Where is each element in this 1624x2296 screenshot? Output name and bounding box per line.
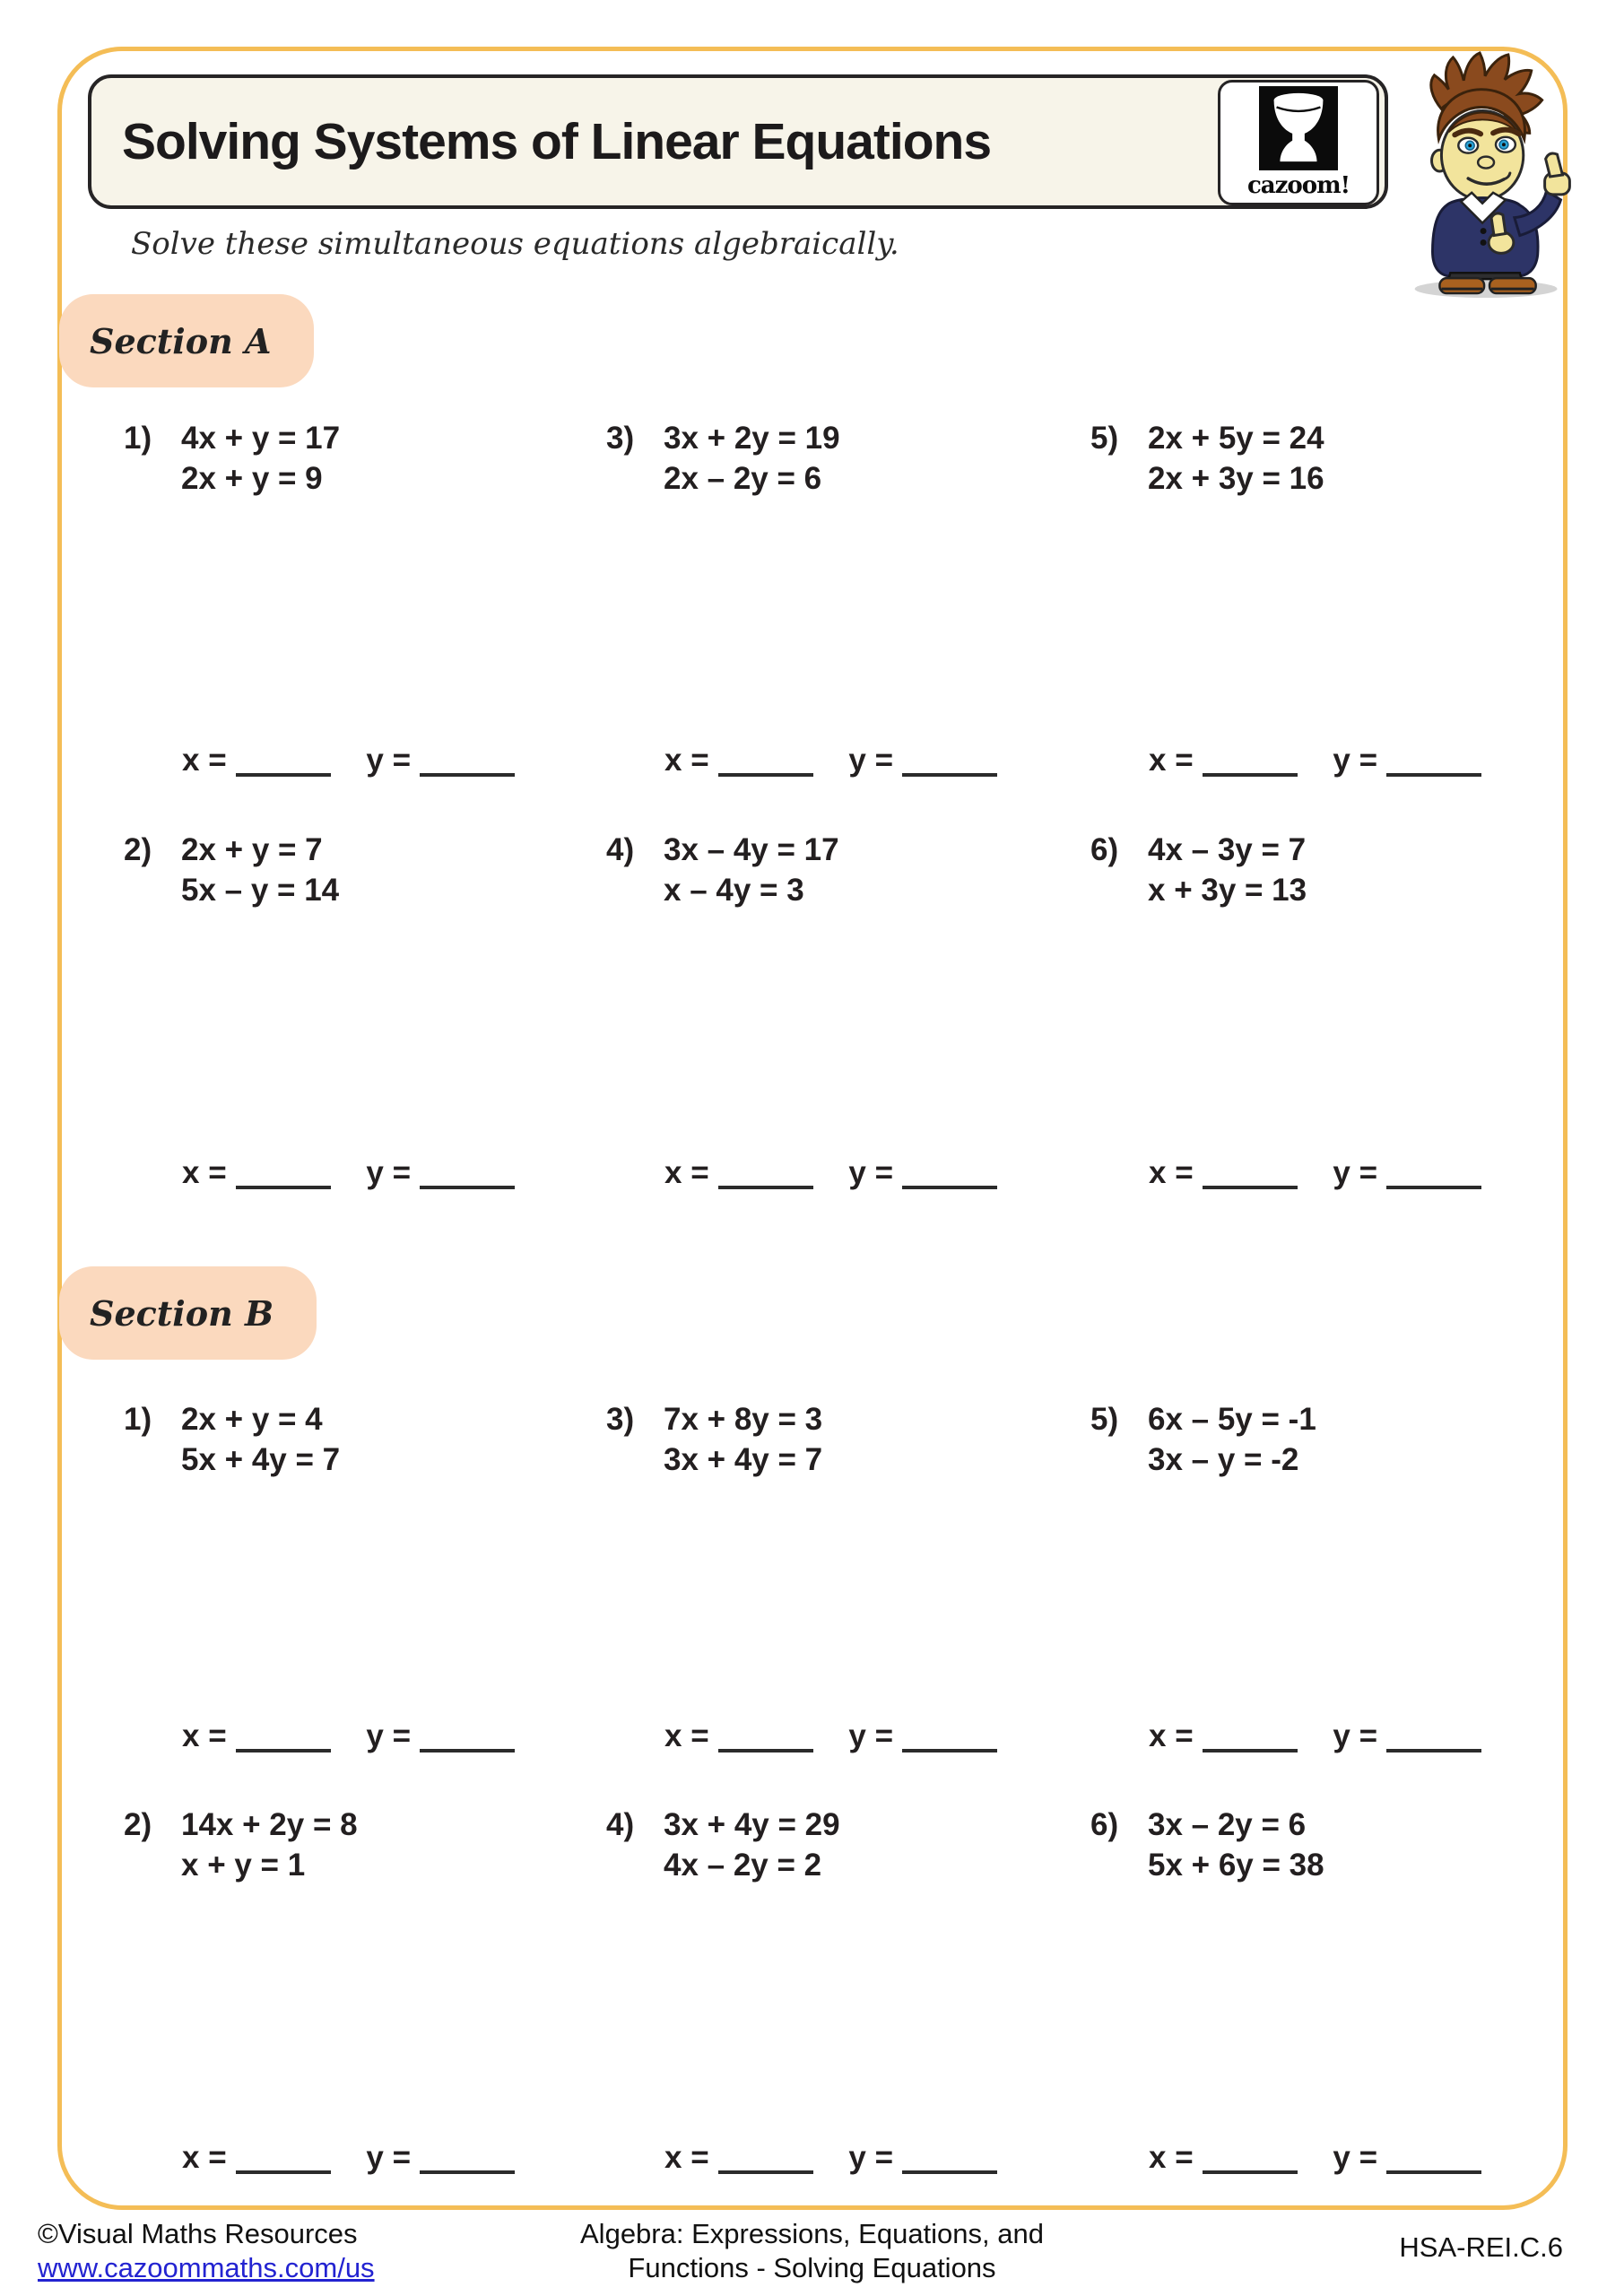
- problem-a2: [124, 830, 339, 910]
- equation-line-1: 3x – 4y = 17: [664, 832, 839, 867]
- x-answer-blank: [236, 2139, 331, 2174]
- standard-code: HSA-REI.C.6: [1399, 2231, 1563, 2263]
- cartoon-boy-mascot: [1392, 50, 1600, 300]
- footer-attribution: [38, 2217, 375, 2285]
- problem-number: 1): [124, 1402, 152, 1437]
- equation-line-2: x + 3y = 13: [1148, 873, 1307, 908]
- problem-b6: [1090, 1805, 1324, 1885]
- footer-category: [580, 2217, 1044, 2285]
- x-answer-blank: [718, 2139, 813, 2174]
- problem-a6: [1090, 830, 1307, 910]
- title-bar: [88, 74, 1388, 209]
- y-equals-label: y =: [848, 1155, 894, 1190]
- problem-b3: [606, 1399, 822, 1480]
- y-equals-label: y =: [366, 743, 412, 778]
- y-answer-blank: [420, 742, 515, 777]
- problem-number: 2): [124, 832, 152, 867]
- equation-line-2: 2x – 2y = 6: [664, 461, 822, 496]
- answer-blanks-b6: [1149, 2133, 1481, 2178]
- x-equals-label: x =: [1149, 1155, 1194, 1190]
- problem-a5: [1090, 418, 1324, 499]
- problem-b5: [1090, 1399, 1316, 1480]
- section-b-title: Section B: [90, 1292, 274, 1334]
- cazoom-logo: [1218, 80, 1379, 205]
- problem-number: 2): [124, 1807, 152, 1842]
- y-equals-label: y =: [366, 1155, 412, 1190]
- equation-line-2: 5x + 6y = 38: [1148, 1848, 1324, 1883]
- x-equals-label: x =: [182, 2140, 227, 2175]
- y-answer-blank: [902, 1718, 997, 1752]
- equation-line-1: 2x + 5y = 24: [1148, 421, 1324, 456]
- x-answer-blank: [1203, 2139, 1298, 2174]
- problem-number: 6): [1090, 832, 1119, 867]
- problem-b2: [124, 1805, 358, 1885]
- y-answer-blank: [1386, 742, 1481, 777]
- equation-line-2: 3x + 4y = 7: [664, 1442, 823, 1477]
- y-equals-label: y =: [1333, 2140, 1378, 2175]
- x-answer-blank: [236, 742, 331, 777]
- answer-blanks-a6: [1149, 1148, 1481, 1193]
- problem-number: 5): [1090, 1402, 1119, 1437]
- x-equals-label: x =: [1149, 2140, 1194, 2175]
- x-equals-label: x =: [664, 743, 709, 778]
- answer-blanks-a2: [182, 1148, 515, 1193]
- equation-line-1: 3x + 2y = 19: [664, 421, 840, 456]
- problem-number: 6): [1090, 1807, 1119, 1842]
- equation-line-2: 2x + 3y = 16: [1148, 461, 1324, 496]
- equation-line-2: 3x – y = -2: [1148, 1442, 1299, 1477]
- equation-line-1: 2x + y = 7: [181, 832, 323, 867]
- problem-a3: [606, 418, 840, 499]
- equation-line-1: 2x + y = 4: [181, 1402, 323, 1437]
- y-equals-label: y =: [848, 2140, 894, 2175]
- equation-line-2: 5x + 4y = 7: [181, 1442, 341, 1477]
- equation-line-1: 4x – 3y = 7: [1148, 832, 1307, 867]
- x-answer-blank: [236, 1718, 331, 1752]
- y-equals-label: y =: [366, 1718, 412, 1753]
- x-answer-blank: [1203, 1718, 1298, 1752]
- website-link[interactable]: www.cazoommaths.com/us: [38, 2252, 375, 2283]
- problem-number: 3): [606, 421, 635, 456]
- equation-line-1: 6x – 5y = -1: [1148, 1402, 1316, 1437]
- x-answer-blank: [1203, 742, 1298, 777]
- answer-blanks-b5: [1149, 1711, 1481, 1756]
- answer-blanks-b3: [664, 1711, 997, 1756]
- x-equals-label: x =: [664, 1155, 709, 1190]
- x-answer-blank: [718, 1718, 813, 1752]
- equation-line-1: 3x + 4y = 29: [664, 1807, 840, 1842]
- x-answer-blank: [718, 742, 813, 777]
- answer-blanks-b1: [182, 1711, 515, 1756]
- x-answer-blank: [236, 1154, 331, 1189]
- x-equals-label: x =: [664, 1718, 709, 1753]
- x-equals-label: x =: [182, 1718, 227, 1753]
- y-equals-label: y =: [848, 1718, 894, 1753]
- y-equals-label: y =: [1333, 743, 1378, 778]
- y-equals-label: y =: [848, 743, 894, 778]
- equation-line-2: 4x – 2y = 2: [664, 1848, 822, 1883]
- copyright-text: ©Visual Maths Resources: [38, 2218, 358, 2249]
- section-a-label: [59, 294, 314, 387]
- answer-blanks-a3: [664, 735, 997, 780]
- x-answer-blank: [718, 1154, 813, 1189]
- answer-blanks-b4: [664, 2133, 997, 2178]
- x-equals-label: x =: [664, 2140, 709, 2175]
- x-answer-blank: [1203, 1154, 1298, 1189]
- y-equals-label: y =: [1333, 1155, 1378, 1190]
- section-a-title: Section A: [90, 320, 272, 361]
- equation-line-2: x + y = 1: [181, 1848, 306, 1883]
- y-answer-blank: [1386, 2139, 1481, 2174]
- cazoom-brand-text: cazoom!: [1246, 172, 1350, 199]
- y-answer-blank: [1386, 1154, 1481, 1189]
- x-equals-label: x =: [182, 743, 227, 778]
- problem-number: 3): [606, 1402, 635, 1437]
- category-line-1: Algebra: Expressions, Equations, and: [580, 2218, 1044, 2249]
- answer-blanks-a1: [182, 735, 515, 780]
- page-title: Solving Systems of Linear Equations: [122, 113, 992, 170]
- equation-line-2: x – 4y = 3: [664, 873, 804, 908]
- x-equals-label: x =: [1149, 743, 1194, 778]
- y-answer-blank: [420, 2139, 515, 2174]
- x-equals-label: x =: [1149, 1718, 1194, 1753]
- problem-number: 4): [606, 1807, 635, 1842]
- y-answer-blank: [902, 742, 997, 777]
- answer-blanks-a5: [1149, 735, 1481, 780]
- problem-a4: [606, 830, 839, 910]
- x-equals-label: x =: [182, 1155, 227, 1190]
- equation-line-1: 3x – 2y = 6: [1148, 1807, 1307, 1842]
- instruction-text: Solve these simultaneous equations algebraically.: [131, 226, 899, 262]
- y-equals-label: y =: [1333, 1718, 1378, 1753]
- y-equals-label: y =: [366, 2140, 412, 2175]
- problem-number: 4): [606, 832, 635, 867]
- answer-blanks-b2: [182, 2133, 515, 2178]
- problem-b1: [124, 1399, 340, 1480]
- answer-blanks-a4: [664, 1148, 997, 1193]
- y-answer-blank: [902, 1154, 997, 1189]
- equation-line-2: 2x + y = 9: [181, 461, 323, 496]
- problem-a1: [124, 418, 340, 499]
- equation-line-2: 5x – y = 14: [181, 873, 340, 908]
- problem-number: 5): [1090, 421, 1119, 456]
- y-answer-blank: [902, 2139, 997, 2174]
- equation-line-1: 14x + 2y = 8: [181, 1807, 358, 1842]
- equation-line-1: 4x + y = 17: [181, 421, 341, 456]
- djembe-drum-icon: [1259, 86, 1338, 170]
- y-answer-blank: [420, 1154, 515, 1189]
- category-line-2: Functions - Solving Equations: [628, 2252, 996, 2283]
- y-answer-blank: [1386, 1718, 1481, 1752]
- equation-line-1: 7x + 8y = 3: [664, 1402, 823, 1437]
- problem-number: 1): [124, 421, 152, 456]
- section-b-label: [59, 1266, 317, 1360]
- problem-b4: [606, 1805, 840, 1885]
- y-answer-blank: [420, 1718, 515, 1752]
